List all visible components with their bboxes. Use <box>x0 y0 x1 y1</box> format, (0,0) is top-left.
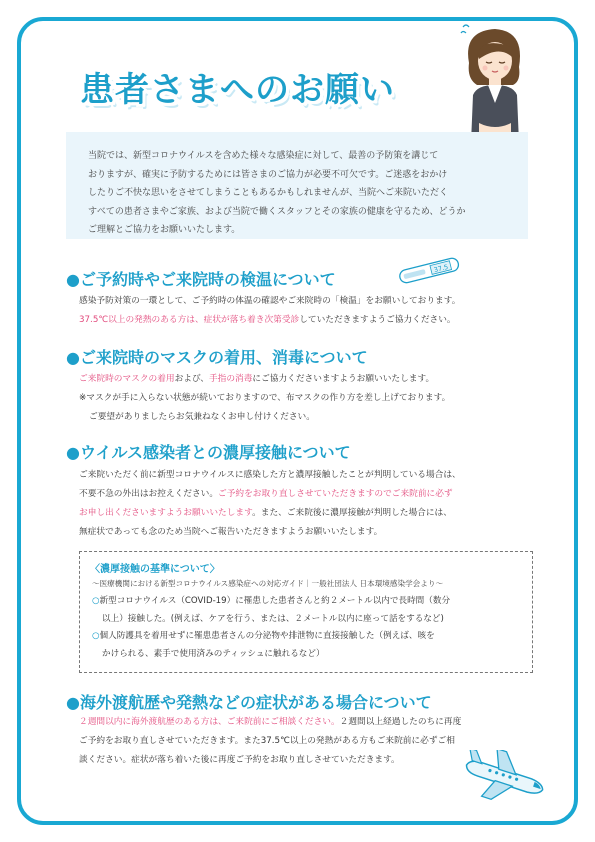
section-heading-temperature: ●ご予約時やご来院時の検温について <box>66 270 336 289</box>
airplane-icon <box>458 750 548 808</box>
intro-line: ご理解とご協力をお願いいたします。 <box>88 225 241 235</box>
page-title: 患者さまへのお願い <box>80 70 395 110</box>
body-line: ご来院いただく前に新型コロナウイルスに感染した方と濃厚接触したことが判明している場合は、 <box>79 470 461 480</box>
body-line <box>79 311 460 330</box>
section-heading-contact: ●ウイルス感染者との濃厚接触について <box>66 443 351 462</box>
section-body-mask <box>79 370 450 427</box>
body-line <box>79 485 461 504</box>
body-line <box>79 713 461 732</box>
criteria-item <box>92 593 532 611</box>
criteria-source: ～医療機関における新型コロナウイルス感染症への対応ガイド｜一般社団法人 日本環境感染学会より～ <box>92 579 444 588</box>
emphasis-text: ご来院時のマスクの着用 <box>79 374 175 384</box>
emphasis-text: お申し出くださいますようお願いいたします <box>79 508 253 518</box>
body-line <box>79 370 450 389</box>
section-body-travel <box>79 713 461 770</box>
body-line: 感染予防対策の一環として、ご予約時の体温の確認やご来院時の「検温」をお願いしております。 <box>79 296 461 306</box>
criteria-item <box>92 628 532 646</box>
intro-line: おりますが、確実に予防するためには皆さまのご協力が必要不可欠です。ご迷惑をおかけ <box>88 169 448 180</box>
criteria-item-cont: かけられる、素手で使用済みのティッシュに触れるなど） <box>102 648 325 659</box>
criteria-text: 個人防護具を着用せずに罹患患者さんの分泌物や排泄物に直接接触した（例えば、咳を <box>99 631 435 641</box>
intro-line: 当院では、新型コロナウイルスを含めた様々な感染症に対して、最善の予防策を講じて <box>88 151 439 161</box>
emphasis-text: ご予約をお取り直しさせていただきますのでご来院前に必ず <box>218 489 453 499</box>
body-line: ※マスクが手に入らない状態が続いておりますので、布マスクの作り方を差し上げております。 <box>79 393 451 403</box>
section-body-temperature <box>79 292 460 330</box>
thermometer-icon <box>393 255 465 285</box>
body-text: 。また、ご来院後に濃厚接触が判明した場合には、 <box>252 508 452 518</box>
bowing-staff-illustration <box>455 23 535 148</box>
criteria-title: 〈濃厚接触の基準について〉 <box>90 564 220 575</box>
emphasis-text: 手指の消毒 <box>208 374 253 384</box>
intro-box <box>66 132 528 239</box>
body-line: ご要望がありましたらお気兼ねなくお申し付けください。 <box>89 412 315 422</box>
section-body-contact <box>79 466 461 542</box>
body-text: ２週間以上経過したのちに再度 <box>339 717 462 727</box>
body-text: にご協力くださいますようお願いいたします。 <box>252 374 435 384</box>
body-text: および、 <box>174 374 209 384</box>
intro-line: したりご不快な思いをさせてしまうこともあるかもしれませんが、当院へご来院いただく <box>88 188 449 198</box>
body-line: 無症状であっても念のため当院へご報告いただきますようお願いいたします。 <box>79 527 383 537</box>
circle-bullet-icon: ○ <box>92 631 100 641</box>
circle-bullet-icon: ○ <box>92 596 100 606</box>
body-line: ご予約をお取り直しさせていただきます。また37.5℃以上の発熱がある方もご来院前に必ずご相 <box>79 736 455 746</box>
section-heading-mask: ●ご来院時のマスクの着用、消毒について <box>66 348 368 367</box>
thermometer-reading: 37.5 <box>433 262 450 275</box>
emphasis-text: ２週間以内に海外渡航歴のある方は、ご来院前にご相談ください。 <box>79 717 340 727</box>
criteria-text: 新型コロナウイルス（COVID-19）に罹患した患者さんと約２メートル以内で長時間（数分 <box>99 596 451 606</box>
body-text: 不要不急の外出はお控えください。 <box>79 489 218 499</box>
emphasis-text: 37.5℃以上の発熱のある方は、症状が落ち着き次第受診 <box>79 315 300 325</box>
contact-criteria-box <box>79 551 533 673</box>
body-text: していただきますようご協力ください。 <box>299 315 456 325</box>
body-line <box>79 504 461 523</box>
intro-line: すべての患者さまやご家族、および当院で働くスタッフとその家族の健康を守るため、どうか <box>88 206 466 217</box>
body-line: 談ください。症状が落ち着いた後に再度ご予約をお取り直しさせていただきます。 <box>79 755 400 765</box>
section-heading-travel: ●海外渡航歴や発熱などの症状がある場合について <box>66 693 432 712</box>
criteria-item-cont: 以上）接触した。(例えば、ケアを行う、または、２メートル以内に座って話をするなど) <box>102 613 444 624</box>
